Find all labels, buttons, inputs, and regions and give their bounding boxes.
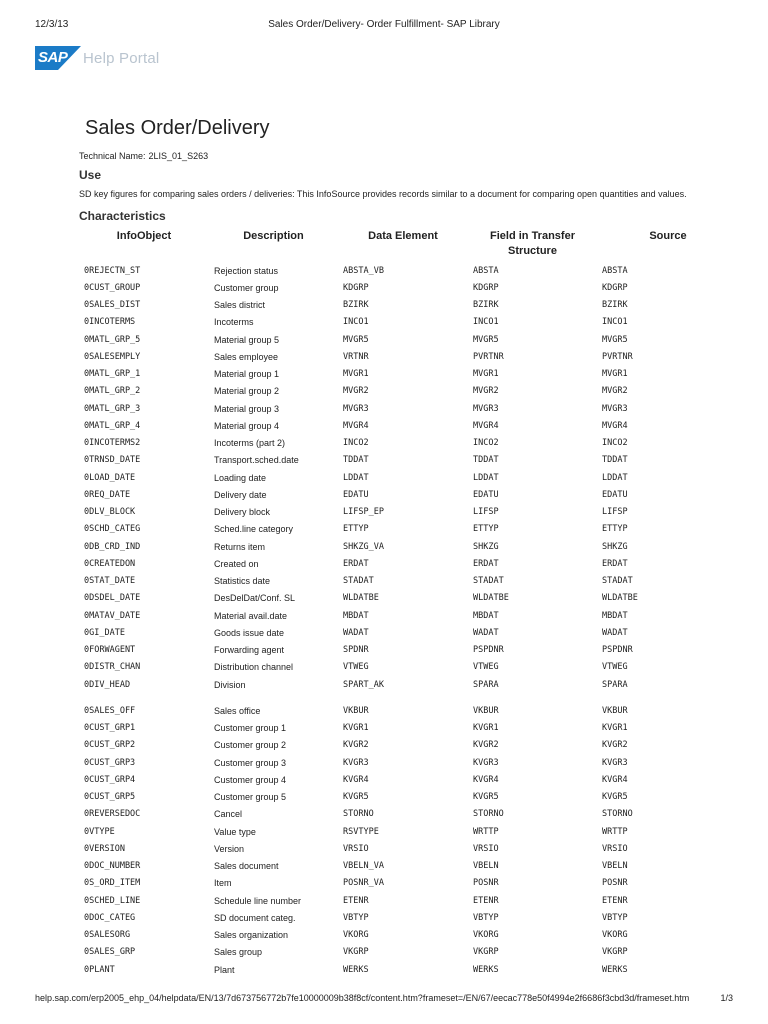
table-row: [79, 823, 739, 840]
table-cell: SHKZG_VA: [343, 541, 384, 552]
table-cell: VRTNR: [343, 351, 369, 362]
table-cell: MVGR1: [602, 369, 628, 380]
table-row: [79, 754, 739, 771]
table-cell: 0SALESEMPLY: [84, 351, 141, 362]
table-cell: KVGR5: [343, 792, 369, 803]
table-cell: Sales district: [214, 300, 266, 311]
table-cell: 0CUST_GRP4: [84, 774, 136, 785]
table-cell: 0REJECTN_ST: [84, 265, 141, 276]
table-cell: 0SALES_DIST: [84, 300, 141, 311]
table-row: [79, 892, 739, 909]
table-cell: KVGR2: [602, 740, 628, 751]
table-cell: VTWEG: [602, 662, 628, 673]
table-cell: STADAT: [473, 576, 504, 587]
table-cell: INCO1: [343, 317, 369, 328]
table-cell: Returns item: [214, 541, 266, 552]
table-cell: TDDAT: [602, 455, 628, 466]
table-cell: MVGR1: [343, 369, 369, 380]
table-cell: MVGR2: [473, 386, 499, 397]
table-cell: Sales office: [214, 705, 261, 716]
table-cell: 0TRNSD_DATE: [84, 455, 141, 466]
table-cell: BZIRK: [473, 300, 499, 311]
table-cell: SD document categ.: [214, 912, 296, 923]
table-cell: 0MATL_GRP_3: [84, 403, 141, 414]
table-cell: ETENR: [602, 895, 628, 906]
table-cell: VRSIO: [473, 843, 499, 854]
table-cell: LIFSP: [602, 507, 628, 518]
table-row: [79, 297, 739, 314]
table-row: [79, 314, 739, 331]
table-cell: Statistics date: [214, 576, 271, 587]
table-cell: KVGR5: [602, 792, 628, 803]
table-cell: MVGR3: [473, 403, 499, 414]
table-cell: Value type: [214, 826, 256, 837]
table-cell: ABSTA_VB: [343, 265, 384, 276]
table-cell: VKORG: [343, 930, 369, 941]
characteristics-table: [79, 229, 739, 978]
table-cell: 0INCOTERMS: [84, 317, 136, 328]
table-cell: KVGR3: [602, 757, 628, 768]
table-cell: LIFSP: [473, 507, 499, 518]
table-cell: EDATU: [602, 489, 628, 500]
table-cell: STORNO: [602, 809, 633, 820]
table-cell: Customer group 4: [214, 774, 287, 785]
table-cell: LDDAT: [473, 472, 499, 483]
table-cell: 0FORWAGENT: [84, 645, 136, 656]
table-cell: Material group 4: [214, 420, 280, 431]
table-row: [79, 642, 739, 659]
row-spacer-cell: [79, 693, 739, 702]
table-cell: Cancel: [214, 809, 243, 820]
table-cell: Sales group: [214, 947, 263, 958]
table-cell: POSNR: [602, 878, 628, 889]
table-cell: 0S_ORD_ITEM: [84, 878, 141, 889]
table-cell: 0MATL_GRP_5: [84, 334, 141, 345]
table-cell: 0MATL_GRP_2: [84, 386, 141, 397]
table-cell: 0SCHD_CATEG: [84, 524, 141, 535]
table-cell: KVGR3: [473, 757, 499, 768]
table-cell: PVRTNR: [602, 351, 633, 362]
table-cell: Division: [214, 679, 246, 690]
table-cell: INCO1: [602, 317, 628, 328]
table-row: [79, 452, 739, 469]
table-cell: SPARA: [602, 679, 628, 690]
table-cell: 0STAT_DATE: [84, 576, 136, 587]
table-cell: MBDAT: [602, 610, 628, 621]
table-cell: EDATU: [343, 489, 369, 500]
table-cell: INCO2: [602, 438, 628, 449]
table-cell: WLDATBE: [473, 593, 509, 604]
table-cell: KVGR1: [343, 723, 369, 734]
table-cell: VBTYP: [602, 912, 628, 923]
table-cell: ETTYP: [343, 524, 369, 535]
table-cell: STADAT: [602, 576, 633, 587]
table-cell: ERDAT: [602, 558, 628, 569]
table-cell: VKGRP: [602, 947, 628, 958]
table-cell: KVGR2: [473, 740, 499, 751]
table-cell: MVGR4: [343, 420, 369, 431]
table-row: [79, 400, 739, 417]
print-url: help.sap.com/erp2005_ehp_04/helpdata/EN/13/7d673756772b7fe10000009b38f8cf/content.htm?frameset=/EN/67/eecac778e50f4994e2f6686f3cbd3d/frameset.htm: [35, 993, 690, 1003]
table-cell: LDDAT: [343, 472, 369, 483]
table-row: [79, 435, 739, 452]
table-cell: Delivery block: [214, 507, 271, 518]
table-cell: EDATU: [473, 489, 499, 500]
table-cell: ABSTA: [473, 265, 499, 276]
table-cell: STORNO: [473, 809, 504, 820]
table-cell: Created on: [214, 558, 259, 569]
table-cell: 0REQ_DATE: [84, 489, 131, 500]
table-row: [79, 927, 739, 944]
table-cell: 0MATAV_DATE: [84, 610, 141, 621]
table-row: [79, 961, 739, 978]
table-cell: Plant: [214, 964, 235, 975]
sap-logo[interactable]: [35, 46, 81, 70]
table-cell: WADAT: [343, 627, 369, 638]
table-row: [79, 909, 739, 926]
table-cell: Item: [214, 878, 232, 889]
sap-logo-text: SAP: [38, 49, 68, 66]
table-cell: MVGR3: [343, 403, 369, 414]
table-cell: WERKS: [343, 964, 369, 975]
table-cell: Material group 1: [214, 369, 280, 380]
table-cell: KVGR3: [343, 757, 369, 768]
table-cell: ETTYP: [473, 524, 499, 535]
table-cell: ETENR: [343, 895, 369, 906]
table-cell: VBTYP: [473, 912, 499, 923]
table-cell: 0CUST_GRP5: [84, 792, 136, 803]
table-cell: VTWEG: [473, 662, 499, 673]
table-row: [79, 555, 739, 572]
column-header: Source: [649, 230, 687, 242]
table-cell: 0CUST_GROUP: [84, 282, 141, 293]
table-cell: 0DIV_HEAD: [84, 679, 131, 690]
table-cell: Forwarding agent: [214, 645, 285, 656]
table-cell: PVRTNR: [473, 351, 504, 362]
table-cell: 0VTYPE: [84, 826, 115, 837]
table-row: [79, 538, 739, 555]
table-cell: LDDAT: [602, 472, 628, 483]
table-row: [79, 590, 739, 607]
table-cell: SPDNR: [343, 645, 369, 656]
table-cell: WADAT: [602, 627, 628, 638]
table-cell: 0GI_DATE: [84, 627, 125, 638]
table-row: [79, 676, 739, 693]
table-cell: POSNR_VA: [343, 878, 384, 889]
table-cell: Sched.line category: [214, 524, 294, 535]
table-cell: MVGR2: [343, 386, 369, 397]
table-cell: Sales employee: [214, 351, 279, 362]
table-cell: 0INCOTERMS2: [84, 438, 141, 449]
table-cell: 0DISTR_CHAN: [84, 662, 141, 673]
table-cell: Version: [214, 843, 245, 854]
table-cell: SPART_AK: [343, 679, 384, 690]
table-cell: 0DLV_BLOCK: [84, 507, 136, 518]
characteristics-heading: Characteristics: [79, 209, 166, 223]
table-cell: Distribution channel: [214, 662, 294, 673]
table-row: [79, 720, 739, 737]
table-cell: Material avail.date: [214, 610, 288, 621]
table-cell: TDDAT: [343, 455, 369, 466]
table-cell: ETENR: [473, 895, 499, 906]
table-cell: VBELN: [473, 861, 499, 872]
table-cell: Sales document: [214, 861, 279, 872]
table-cell: ERDAT: [473, 558, 499, 569]
table-cell: VBELN_VA: [343, 861, 384, 872]
table-cell: DesDelDat/Conf. SL: [214, 593, 296, 604]
table-cell: VKORG: [473, 930, 499, 941]
table-cell: VKGRP: [343, 947, 369, 958]
table-cell: VBTYP: [343, 912, 369, 923]
table-cell: VTWEG: [343, 662, 369, 673]
table-cell: VKGRP: [473, 947, 499, 958]
table-cell: Customer group 2: [214, 740, 287, 751]
table-cell: PSPDNR: [602, 645, 633, 656]
table-cell: Sales organization: [214, 930, 289, 941]
table-cell: MBDAT: [343, 610, 369, 621]
table-cell: KDGRP: [602, 282, 628, 293]
table-cell: Material group 3: [214, 403, 280, 414]
column-header: Field in Transfer Structure: [490, 230, 575, 257]
table-cell: Customer group: [214, 282, 279, 293]
column-header: Data Element: [368, 230, 438, 242]
table-cell: 0VERSION: [84, 843, 125, 854]
table-cell: WERKS: [602, 964, 628, 975]
table-cell: STADAT: [343, 576, 374, 587]
logo-row[interactable]: [35, 46, 159, 70]
table-cell: VKBUR: [343, 705, 369, 716]
table-cell: 0CUST_GRP3: [84, 757, 136, 768]
print-date: 12/3/13: [35, 19, 69, 30]
page-title: Sales Order/Delivery: [85, 117, 270, 139]
table-cell: MVGR2: [602, 386, 628, 397]
table-cell: ABSTA: [602, 265, 628, 276]
table-cell: Customer group 1: [214, 723, 287, 734]
table-cell: Rejection status: [214, 265, 279, 276]
table-cell: Customer group 3: [214, 757, 287, 768]
table-row: [79, 840, 739, 857]
table-cell: 0PLANT: [84, 964, 115, 975]
table-cell: TDDAT: [473, 455, 499, 466]
table-cell: 0REVERSEDOC: [84, 809, 141, 820]
table-cell: 0MATL_GRP_4: [84, 420, 141, 431]
table-cell: 0LOAD_DATE: [84, 472, 136, 483]
table-cell: Schedule line number: [214, 895, 302, 906]
table-cell: MBDAT: [473, 610, 499, 621]
table-row: [79, 624, 739, 641]
table-cell: VRSIO: [343, 843, 369, 854]
table-cell: POSNR: [473, 878, 499, 889]
table-cell: VRSIO: [602, 843, 628, 854]
table-row: [79, 417, 739, 434]
table-cell: 0DSDEL_DATE: [84, 593, 141, 604]
table-cell: 0DB_CRD_IND: [84, 541, 141, 552]
table-row: [79, 573, 739, 590]
table-cell: PSPDNR: [473, 645, 504, 656]
table-cell: KVGR4: [602, 774, 628, 785]
table-row: [79, 521, 739, 538]
table-cell: SHKZG: [473, 541, 499, 552]
portal-name[interactable]: Help Portal: [83, 49, 160, 67]
table-cell: KDGRP: [473, 282, 499, 293]
page-number: 1/3: [720, 993, 733, 1003]
table-cell: KVGR2: [343, 740, 369, 751]
table-row: [79, 279, 739, 296]
table-cell: VKBUR: [602, 705, 628, 716]
technical-name-label: Technical Name:: [79, 151, 146, 161]
table-cell: MVGR3: [602, 403, 628, 414]
column-header: Description: [243, 230, 304, 242]
table-row: [79, 737, 739, 754]
table-cell: 0CREATEDON: [84, 558, 136, 569]
table-cell: 0SALES_GRP: [84, 947, 136, 958]
table-row: [79, 659, 739, 676]
table-cell: 0DOC_NUMBER: [84, 861, 141, 872]
table-row: [79, 789, 739, 806]
table-cell: WRTTP: [473, 826, 499, 837]
table-cell: Transport.sched.date: [214, 455, 299, 466]
table-row: [79, 504, 739, 521]
table-cell: MVGR4: [473, 420, 499, 431]
table-cell: ETTYP: [602, 524, 628, 535]
table-row: [79, 806, 739, 823]
table-row: [79, 771, 739, 788]
table-cell: LIFSP_EP: [343, 507, 384, 518]
table-cell: MVGR5: [602, 334, 628, 345]
table-row: [79, 486, 739, 503]
table-cell: KDGRP: [343, 282, 369, 293]
table-row: [79, 875, 739, 892]
table-cell: MVGR5: [473, 334, 499, 345]
table-cell: WRTTP: [602, 826, 628, 837]
table-row: [79, 383, 739, 400]
table-cell: 0CUST_GRP2: [84, 740, 136, 751]
table-cell: Delivery date: [214, 489, 267, 500]
table-body: [79, 262, 739, 978]
table-cell: MVGR4: [602, 420, 628, 431]
table-cell: KVGR1: [473, 723, 499, 734]
table-header-row: [79, 229, 739, 262]
table-cell: 0SALES_OFF: [84, 705, 136, 716]
table-cell: 0SCHED_LINE: [84, 895, 141, 906]
table-cell: 0SALESORG: [84, 930, 131, 941]
table-cell: Incoterms (part 2): [214, 438, 286, 449]
table-cell: KVGR1: [602, 723, 628, 734]
table-cell: VKORG: [602, 930, 628, 941]
table-row: [79, 469, 739, 486]
table-cell: INCO1: [473, 317, 499, 328]
table-cell: KVGR4: [473, 774, 499, 785]
use-heading: Use: [79, 168, 102, 182]
use-text: SD key figures for comparing sales orders / deliveries: This InfoSource provides records similar to a document for comparing open quantities and values.: [79, 189, 687, 199]
table-cell: VKBUR: [473, 705, 499, 716]
table-cell: 0MATL_GRP_1: [84, 369, 141, 380]
table-cell: STORNO: [343, 809, 374, 820]
table-cell: WERKS: [473, 964, 499, 975]
print-doc-title: Sales Order/Delivery- Order Fulfillment- SAP Library: [268, 19, 500, 30]
table-cell: MVGR1: [473, 369, 499, 380]
table-cell: Loading date: [214, 472, 267, 483]
table-cell: SHKZG: [602, 541, 628, 552]
table-cell: Goods issue date: [214, 627, 285, 638]
table-row: [79, 607, 739, 624]
table-cell: KVGR4: [343, 774, 369, 785]
table-cell: Customer group 5: [214, 792, 287, 803]
table-cell: VBELN: [602, 861, 628, 872]
table-row: [79, 702, 739, 719]
table-row: [79, 262, 739, 279]
table-cell: KVGR5: [473, 792, 499, 803]
table-cell: BZIRK: [343, 300, 369, 311]
table-row: [79, 858, 739, 875]
table-cell: WLDATBE: [343, 593, 379, 604]
table-cell: SPARA: [473, 679, 499, 690]
table-cell: INCO2: [343, 438, 369, 449]
table-cell: WADAT: [473, 627, 499, 638]
table-row: [79, 348, 739, 365]
table-cell: Material group 5: [214, 334, 280, 345]
table-row: [79, 366, 739, 383]
table-cell: WLDATBE: [602, 593, 638, 604]
table-cell: Incoterms: [214, 317, 254, 328]
table-cell: MVGR5: [343, 334, 369, 345]
table-cell: ERDAT: [343, 558, 369, 569]
row-spacer: [79, 693, 739, 702]
technical-name-value: 2LIS_01_S263: [148, 151, 209, 161]
table-cell: 0DOC_CATEG: [84, 912, 136, 923]
table-row: [79, 944, 739, 961]
table-cell: BZIRK: [602, 300, 628, 311]
table-cell: Material group 2: [214, 386, 280, 397]
table-row: [79, 331, 739, 348]
column-header: InfoObject: [116, 230, 172, 242]
table-cell: INCO2: [473, 438, 499, 449]
table-cell: 0CUST_GRP1: [84, 723, 136, 734]
technical-name: [79, 151, 208, 161]
table-cell: RSVTYPE: [343, 826, 379, 837]
